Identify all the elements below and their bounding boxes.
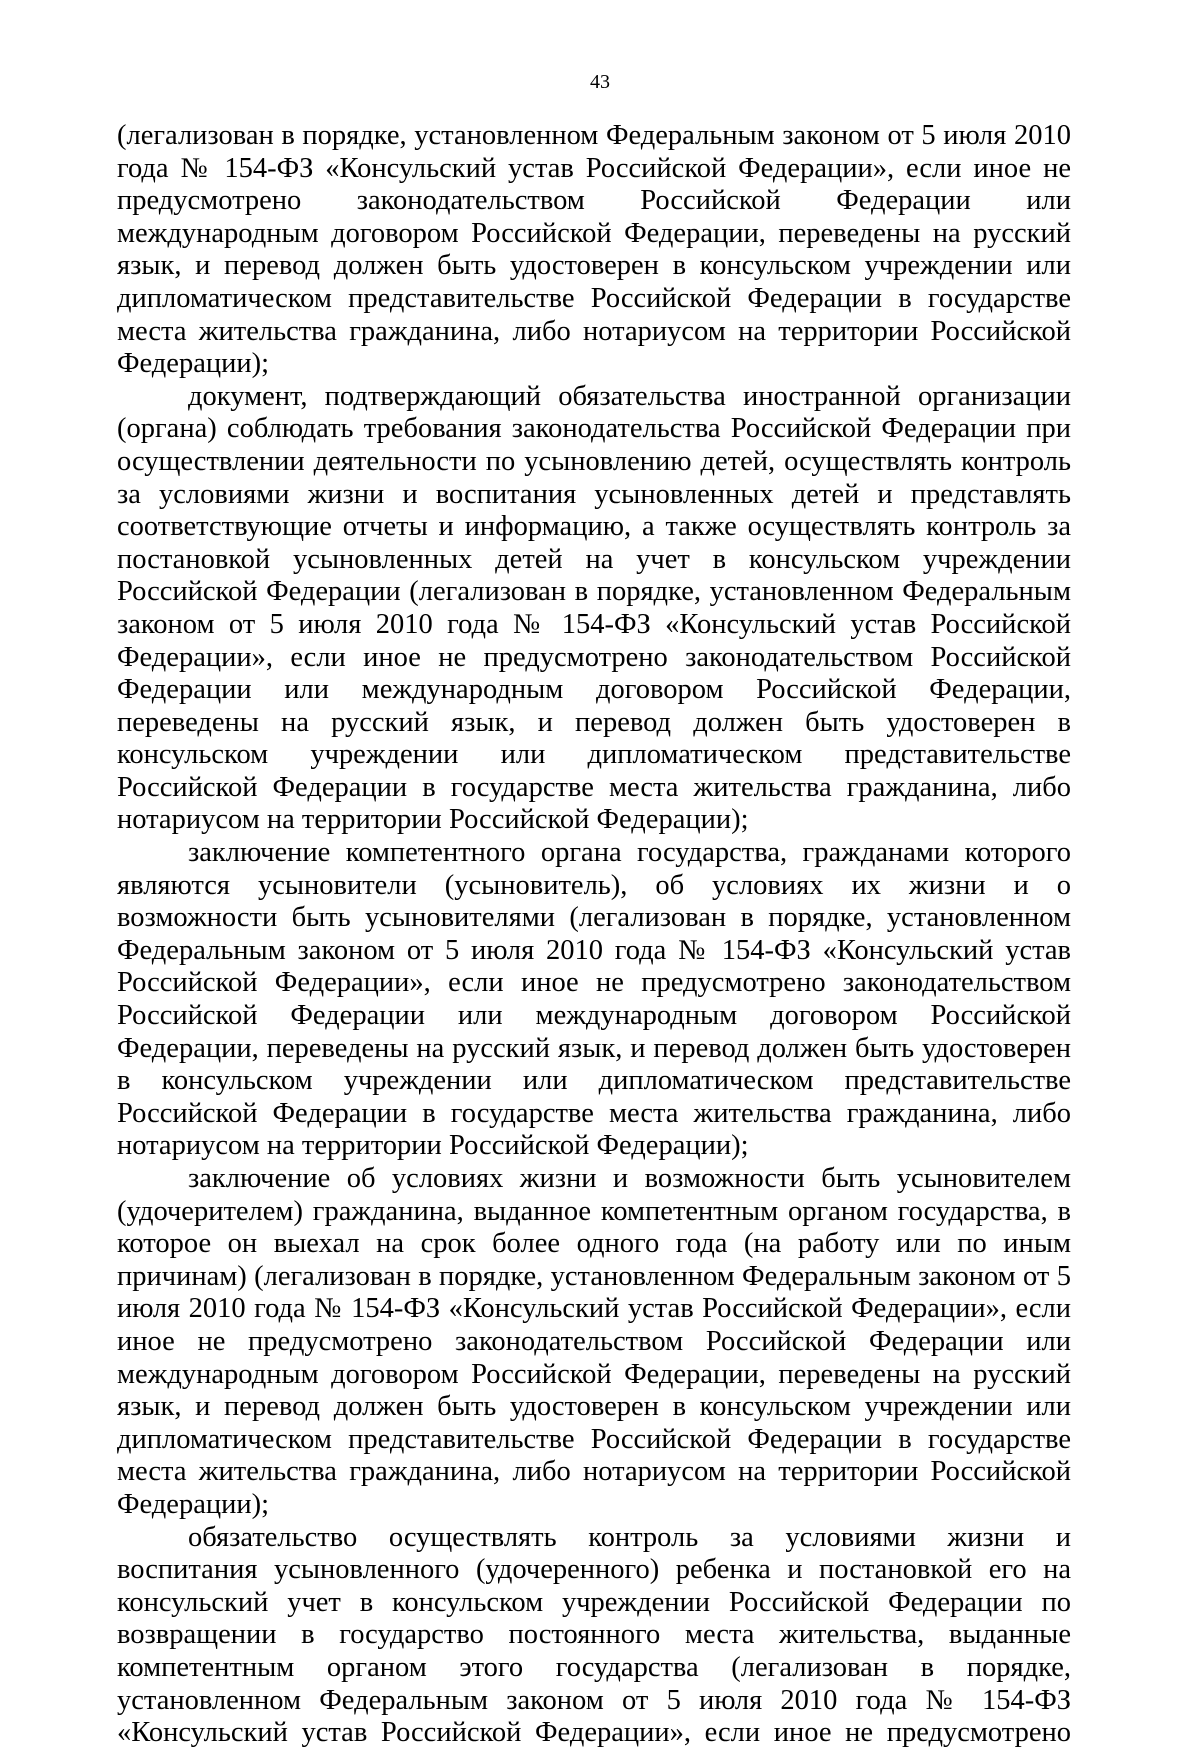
- paragraph-competent-authority-conclusion: заключение компетентного органа государства, гражданами которого являются усыновители (усыновитель), об условиях их жизни и о возможности быть усыновителями (легализован в порядке, установленном Федеральным законом от 5 июля 2010 года № 154-ФЗ «Консульский устав Российской Федерации», если иное не предусмотрено законодательством Российской Федерации или международным договором Российской Федерации, переведены на русский язык, и перевод должен быть удостоверен в консульском учреждении или дипломатическом представительстве Российской Федерации в государстве места жительства гражданина, либо нотариусом на территории Российской Федерации);: [117, 837, 1071, 1162]
- paragraph-living-conditions-conclusion: заключение об условиях жизни и возможности быть усыновителем (удочерителем) гражданина, выданное компетентным органом государства, в которое он выехал на срок более одного года (на работу или по иным причинам) (легализован в порядке, установленном Федеральным законом от 5 июля 2010 года № 154-ФЗ «Консульский устав Российской Федерации», если иное не предусмотрено законодательством Российской Федерации или международным договором Российской Федерации, переведены на русский язык, и перевод должен быть удостоверен в консульском учреждении или дипломатическом представительстве Российской Федерации в государстве места жительства гражданина, либо нотариусом на территории Российской Федерации);: [117, 1163, 1071, 1520]
- body-text: [117, 120, 1071, 1750]
- paragraph-legalization-continuation: (легализован в порядке, установленном Федеральным законом от 5 июля 2010 года № 154-ФЗ «Консульский устав Российской Федерации», если иное не предусмотрено законодательством Российской Федерации или международным договором Российской Федерации, переведены на русский язык, и перевод должен быть удостоверен в консульском учреждении или дипломатическом представительстве Российской Федерации в государстве места жительства гражданина, либо нотариусом на территории Российской Федерации);: [117, 120, 1071, 380]
- page-number: 43: [590, 71, 610, 93]
- paragraph-control-obligation: обязательство осуществлять контроль за условиями жизни и воспитания усыновленного (удочеренного) ребенка и постановкой его на консульский учет в консульском учреждении Российской Федерации по возвращении в государство постоянного места жительства, выданные компетентным органом этого государства (легализован в порядке, установленном Федеральным законом от 5 июля 2010 года № 154-ФЗ «Консульский устав Российской Федерации», если иное не предусмотрено: [117, 1521, 1071, 1749]
- paragraph-foreign-organization-obligations: документ, подтверждающий обязательства иностранной организации (органа) соблюдать требования законодательства Российской Федерации при осуществлении деятельности по усыновлению детей, осуществлять контроль за условиями жизни и воспитания усыновленных детей и представлять соответствующие отчеты и информацию, а также осуществлять контроль за постановкой усыновленных детей на учет в консульском учреждении Российской Федерации (легализован в порядке, установленном Федеральным законом от 5 июля 2010 года № 154-ФЗ «Консульский устав Российской Федерации», если иное не предусмотрено законодательством Российской Федерации или международным договором Российской Федерации, переведены на русский язык, и перевод должен быть удостоверен в консульском учреждении или дипломатическом представительстве Российской Федерации в государстве места жительства гражданина, либо нотариусом на территории Российской Федерации);: [117, 380, 1071, 836]
